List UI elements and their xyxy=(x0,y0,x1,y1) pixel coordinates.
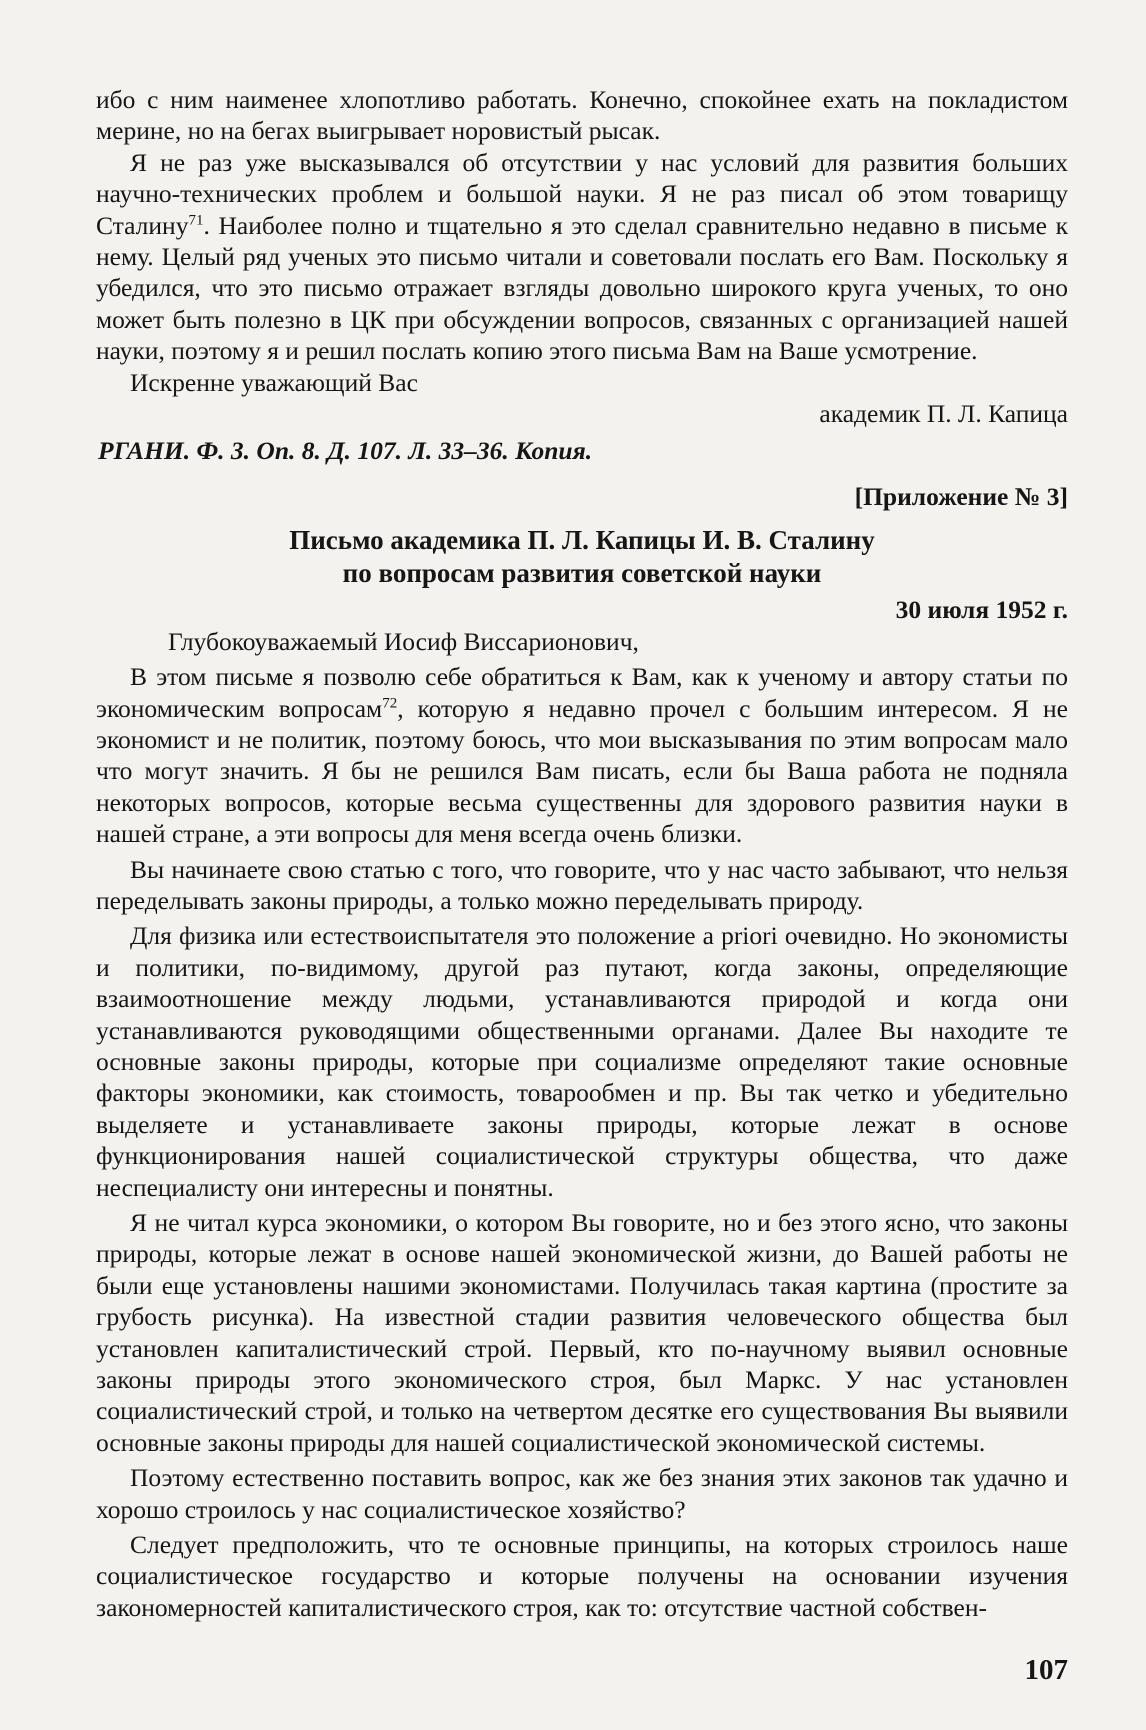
paragraph-text: Я не раз уже высказывался об отсутствии у нас условий для развития больших научно-технических проблем и большой науки. Я не раз писал об этом товарищу Сталину xyxy=(96,147,1068,240)
page-number: 107 xyxy=(1024,1654,1068,1686)
archive-source: РГАНИ. Ф. 3. Оп. 8. Д. 107. Л. 33–36. Копия. xyxy=(98,436,593,466)
letter-title-line-1: Письмо академика П. Л. Капицы И. В. Сталину xyxy=(289,525,875,556)
paragraph-intro xyxy=(96,661,1068,849)
letter-title-line-2: по вопросам развития советской науки xyxy=(342,558,822,589)
paragraph-science-conditions xyxy=(96,147,1068,367)
paragraph-physicist: Для физика или естествоиспытателя это положение a priori очевидно. Но экономисты и политики, по-видимому, другой раз путают, когда законы, определяющие взаимоотношение между людьми, устанавливаются природой и когда они устанавливаются руководящими общественными органами. Далее Вы находите те основные законы природы, которые при социализме определяют такие основные факторы экономики, как стоимость, товарообмен и пр. Вы так четко и убедительно выделяете и устанавливаете законы природы, которые лежат в основе функционирования нашей социалистической структуры общества, что даже неспециалисту они интересны и понятны. xyxy=(96,921,1068,1202)
text-column xyxy=(96,84,1068,1623)
footnote-ref-72[interactable]: 72 xyxy=(382,695,398,711)
footnote-ref-71[interactable]: 71 xyxy=(188,212,204,229)
paragraph-question: Поэтому естественно поставить вопрос, как же без знания этих законов так удачно и хорошо строилось у нас социалистическое хозяйство? xyxy=(96,1463,1068,1524)
closing-phrase: Искренне уважающий Вас xyxy=(130,367,418,397)
paragraph-principles: Следует предположить, что те основные принципы, на которых строилось наше социалистическое государство и которые получены на основании изучения закономерностей капиталистического строя, как то: отсутствие частной собствен- xyxy=(96,1530,1068,1622)
paragraph-text: В этом письме я позволю себе обратиться к Вам, как к ученому и автору статьи по экономическим вопросам xyxy=(96,662,1068,723)
salutation: Глубокоуважаемый Иосиф Виссарионович, xyxy=(168,626,639,656)
paragraph-economics-course: Я не читал курса экономики, о котором Вы говорите, но и без этого ясно, что законы природы, которые лежат в основе нашей экономической жизни, до Вашей работы не были еще установлены нашими экономистами. Получилась такая картина (простите за грубость рисунка). На известной стадии развития человеческого общества был установлен капиталистический строй. Первый, кто по-научному выявил основные законы природы этого экономического строя, был Маркс. У нас установлен социалистический строй, и только на четвертом десятке его существования Вы выявили основные законы природы для нашей социалистической экономической системы. xyxy=(96,1208,1068,1457)
appendix-label: [Приложение № 3] xyxy=(854,481,1068,511)
paragraph-continuation: ибо с ним наименее хлопотливо работать. Конечно, спокойнее ехать на покладистом мерине, но на бегах выигрывает норовистый рысак. xyxy=(96,85,1068,146)
paragraph-text: , которую я недавно прочел с большим интересом. Я не экономист и не политик, поэтому боюсь, что мои высказывания по этим вопросам мало что могут значить. Я бы не решился Вам писать, если бы Ваша работа не подняла некоторых вопросов, которые весьма существенны для здорового развития науки в нашей стране, а эти вопросы для меня всегда очень близки. xyxy=(96,693,1068,849)
paragraph-laws-of-nature: Вы начинаете свою статью с того, что говорите, что у нас часто забывают, что нельзя переделывать законы природы, а только можно переделывать природу. xyxy=(96,854,1068,915)
signature: академик П. Л. Капица xyxy=(819,399,1068,429)
paragraph-text: . Наиболее полно и тщательно я это сделал сравнительно недавно в письме к нему. Целый ряд ученых это письмо читали и советовали послать его Вам. Поскольку я убедился, что это письмо отражает взгляды довольно широкого круга ученых, то оно может быть полезно в ЦК при обсуждении вопросов, связанных с организацией нашей науки, поэтому я и решил послать копию этого письма Вам на Ваше усмотрение. xyxy=(96,210,1068,366)
letter-date: 30 июля 1952 г. xyxy=(895,595,1068,625)
letter-title xyxy=(96,524,1068,590)
